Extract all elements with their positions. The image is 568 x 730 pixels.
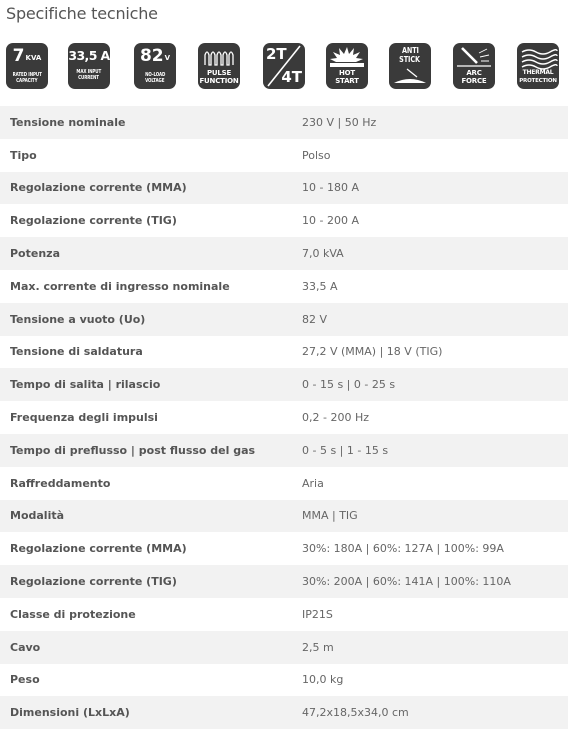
hot-start-icon bbox=[326, 43, 368, 89]
page-title: Specifiche tecniche bbox=[6, 4, 158, 23]
max-input-current-icon bbox=[68, 43, 110, 89]
spec-value: 10 - 180 A bbox=[302, 181, 359, 195]
spec-value: 27,2 V (MMA) | 18 V (TIG) bbox=[302, 345, 443, 359]
table-row bbox=[0, 106, 568, 139]
spec-label: Frequenza degli impulsi bbox=[10, 411, 158, 425]
spec-label: Classe di protezione bbox=[10, 607, 136, 621]
table-row bbox=[0, 434, 568, 467]
spec-label: Tempo di preflusso | post flusso del gas bbox=[10, 443, 256, 457]
table-row bbox=[0, 565, 568, 598]
spec-label: Tensione nominale bbox=[10, 115, 126, 129]
kva-unit: KVA bbox=[25, 54, 42, 62]
table-row bbox=[0, 303, 568, 336]
voltage-caption-2: VOLTAGE bbox=[145, 78, 165, 84]
spec-table-body bbox=[0, 106, 568, 729]
feature-icon-row bbox=[0, 43, 568, 90]
thermal-protection-icon bbox=[517, 43, 559, 89]
spec-value: Aria bbox=[302, 476, 324, 490]
spec-label: Dimensioni (LxLxA) bbox=[10, 706, 130, 720]
spec-label: Regolazione corrente (TIG) bbox=[10, 214, 177, 228]
table-row bbox=[0, 237, 568, 270]
rated-input-capacity-icon bbox=[6, 43, 48, 89]
kva-caption-2: CAPACITY bbox=[16, 78, 38, 84]
table-row bbox=[0, 500, 568, 533]
spec-label: Tempo di salita | rilascio bbox=[10, 378, 161, 392]
spec-label: Tensione di saldatura bbox=[10, 345, 143, 359]
spec-value: 33,5 A bbox=[302, 279, 338, 293]
spec-value: 0,2 - 200 Hz bbox=[302, 411, 369, 425]
spec-value: IP21S bbox=[302, 607, 333, 621]
thermal-label-2: PROTECTION bbox=[519, 78, 557, 84]
spec-label: Raffreddamento bbox=[10, 476, 111, 490]
table-row bbox=[0, 631, 568, 664]
current-caption-1: MAX INPUT bbox=[76, 69, 102, 75]
spec-value: 2,5 m bbox=[302, 640, 334, 654]
current-value: 33,5 A bbox=[68, 48, 110, 63]
pulse-function-icon bbox=[198, 43, 240, 89]
voltage-unit: V bbox=[164, 54, 171, 62]
table-row bbox=[0, 696, 568, 729]
antistick-label-2: STICK bbox=[399, 55, 421, 64]
voltage-value: 82 bbox=[139, 46, 164, 66]
spec-value: MMA | TIG bbox=[302, 509, 358, 523]
spec-label: Regolazione corrente (MMA) bbox=[10, 542, 187, 556]
spec-value: Polso bbox=[302, 148, 331, 162]
anti-stick-icon bbox=[389, 43, 431, 89]
spec-label: Potenza bbox=[10, 247, 60, 261]
mode-4t: 4T bbox=[281, 68, 302, 86]
spec-label: Tensione a vuoto (Uo) bbox=[10, 312, 146, 326]
table-row bbox=[0, 270, 568, 303]
spec-label: Regolazione corrente (TIG) bbox=[10, 575, 177, 589]
voltage-caption-1: NO-LOAD bbox=[144, 72, 166, 78]
no-load-voltage-icon bbox=[134, 43, 176, 89]
hotstart-label-1: HOT bbox=[339, 69, 355, 77]
spec-value: 7,0 kVA bbox=[302, 247, 344, 261]
spec-label: Peso bbox=[10, 673, 40, 687]
kva-value: 7 bbox=[12, 46, 25, 66]
table-row bbox=[0, 401, 568, 434]
spec-value: 82 V bbox=[302, 312, 328, 326]
arcforce-label-1: ARC bbox=[466, 69, 482, 77]
table-row bbox=[0, 664, 568, 697]
table-row bbox=[0, 139, 568, 172]
table-row bbox=[0, 336, 568, 369]
spec-label: Cavo bbox=[10, 640, 41, 654]
spec-value: 30%: 180A | 60%: 127A | 100%: 99A bbox=[302, 542, 504, 556]
electrode-icon bbox=[389, 43, 431, 89]
spec-value: 10 - 200 A bbox=[302, 214, 359, 228]
table-row bbox=[0, 598, 568, 631]
pulse-label-1: PULSE bbox=[206, 69, 232, 77]
spec-label: Regolazione corrente (MMA) bbox=[10, 181, 187, 195]
pulse-label-2: FUNCTION bbox=[199, 77, 239, 85]
spec-value: 10,0 kg bbox=[302, 673, 344, 687]
hotstart-label-2: START bbox=[335, 77, 359, 85]
table-row bbox=[0, 368, 568, 401]
current-caption-2: CURRENT bbox=[78, 75, 100, 81]
table-row bbox=[0, 172, 568, 205]
mode-2t: 2T bbox=[266, 45, 287, 63]
spec-value: 0 - 15 s | 0 - 25 s bbox=[302, 378, 396, 392]
spec-value: 0 - 5 s | 1 - 15 s bbox=[302, 443, 389, 457]
arcforce-label-2: FORCE bbox=[461, 77, 487, 85]
antistick-label-1: ANTI bbox=[401, 46, 419, 55]
table-row bbox=[0, 532, 568, 565]
spec-label: Tipo bbox=[10, 148, 37, 162]
spec-label: Max. corrente di ingresso nominale bbox=[10, 279, 230, 293]
spec-value: 30%: 200A | 60%: 141A | 100%: 110A bbox=[302, 575, 511, 589]
spec-value: 230 V | 50 Hz bbox=[302, 115, 377, 129]
table-row bbox=[0, 467, 568, 500]
spec-table bbox=[0, 106, 568, 729]
thermal-label-1: THERMAL bbox=[522, 69, 554, 76]
spec-label: Modalità bbox=[10, 509, 65, 523]
spec-value: 47,2x18,5x34,0 cm bbox=[302, 706, 409, 720]
kva-caption-1: RATED INPUT bbox=[12, 72, 42, 78]
2t-4t-mode-icon bbox=[263, 43, 305, 89]
arc-force-icon bbox=[453, 43, 495, 89]
table-row bbox=[0, 204, 568, 237]
